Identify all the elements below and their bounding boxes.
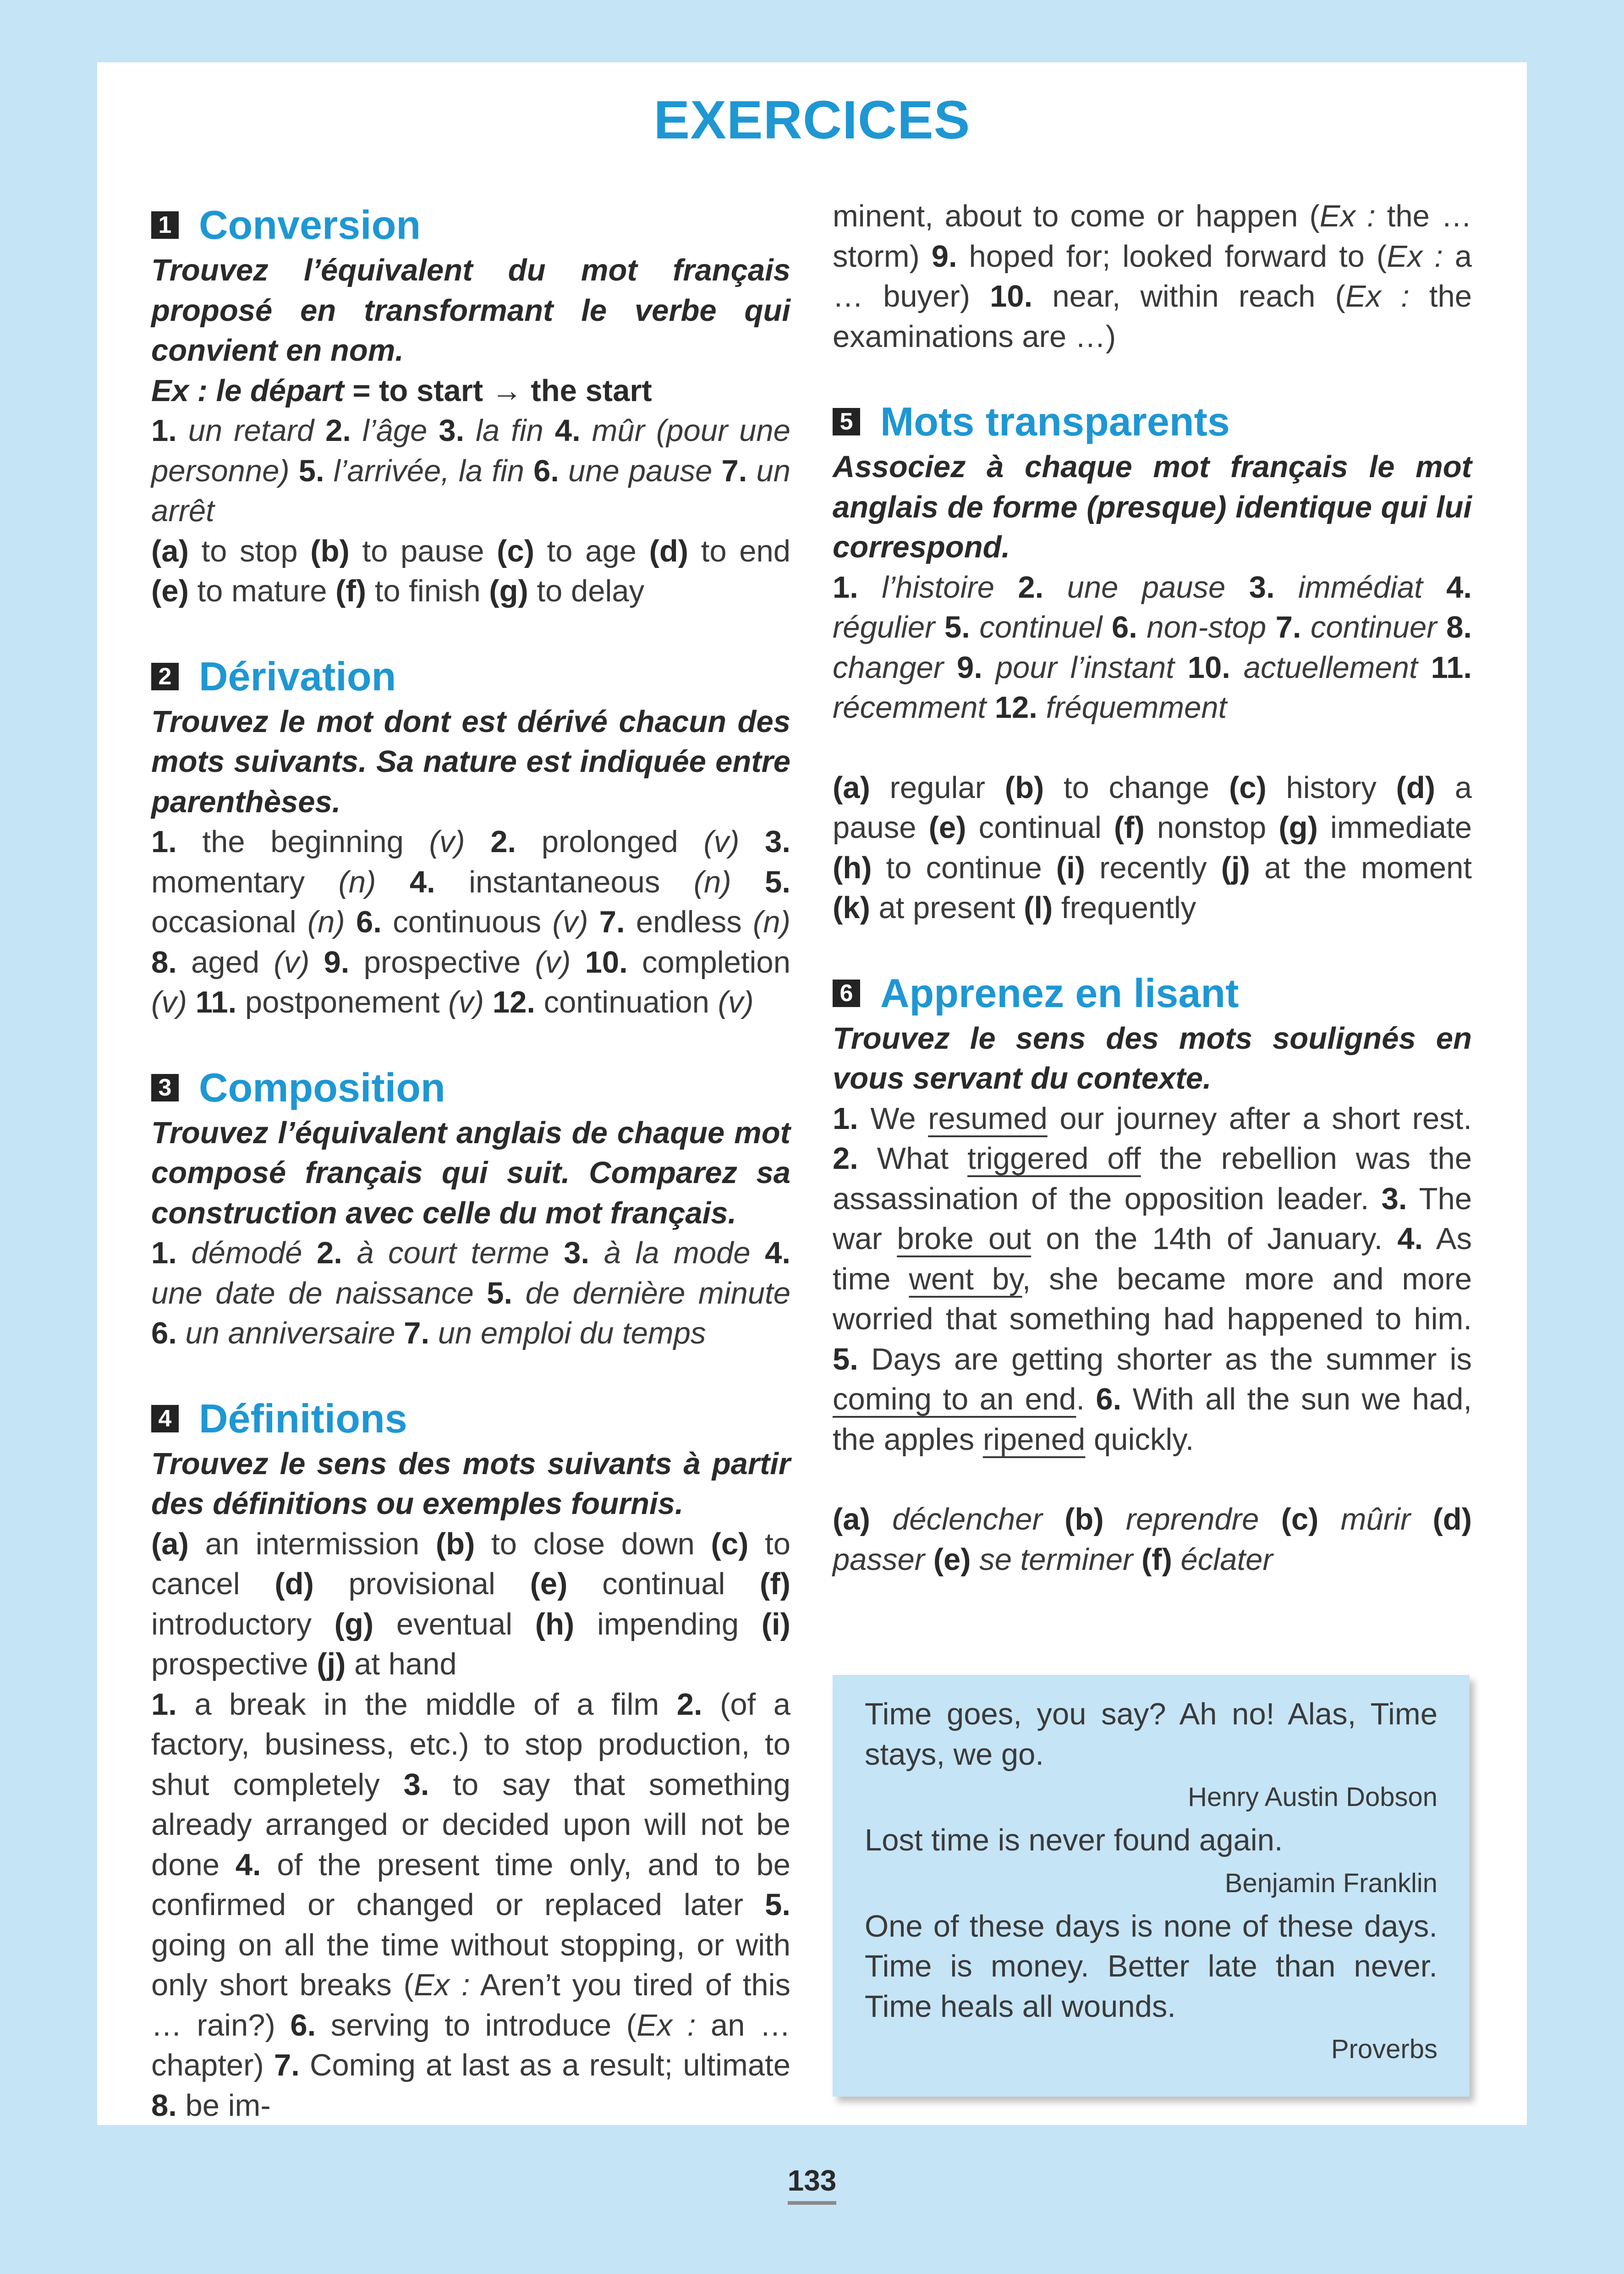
item-number: 11.	[195, 985, 237, 1019]
option-text: to mature	[197, 574, 327, 608]
sentence-text: As time	[833, 1222, 1472, 1296]
item-text: actuellement	[1243, 650, 1418, 685]
option-key: (l)	[1024, 891, 1053, 925]
item-number: 6.	[1112, 610, 1137, 644]
item-text: continuer	[1310, 610, 1437, 644]
item-text: prolonged	[541, 825, 678, 859]
item-pos: (v)	[448, 985, 484, 1019]
sentence-text: What	[877, 1141, 968, 1176]
exercise-heading	[151, 200, 790, 250]
item-number: 8.	[151, 2088, 177, 2123]
option-text: an intermission	[205, 1526, 420, 1561]
exercise-number: 3	[151, 1074, 179, 1101]
sentence-text: With all the sun we had, the apples	[833, 1382, 1472, 1457]
item-pos: (v)	[429, 825, 465, 859]
exercise-1	[151, 200, 790, 611]
item-number: 9.	[957, 650, 982, 685]
exercise-6	[833, 968, 1472, 1580]
quote-text: Lost time is never found again.	[865, 1823, 1283, 1857]
option-key: (d)	[274, 1567, 314, 1601]
exercise-3	[151, 1063, 790, 1354]
definition-continuation	[833, 196, 1472, 357]
example-line	[151, 371, 790, 411]
option-key: (e)	[530, 1567, 568, 1601]
definition-text: serving to introduce (	[330, 2008, 637, 2043]
item-number: 8.	[151, 945, 177, 980]
definition-text: hoped for; looked forward to (	[969, 239, 1387, 274]
definition-text: a break in the middle of a film	[194, 1687, 659, 1722]
option-key: (g)	[1278, 810, 1318, 845]
item-pos: (v)	[151, 985, 187, 1019]
item-text: completion	[642, 945, 790, 980]
item-text: un emploi du temps	[438, 1316, 706, 1350]
item-number: 1.	[151, 1236, 177, 1270]
exercise-instruction: Trouvez le sens des mots soulignés en vous servant du contexte.	[833, 1021, 1472, 1096]
exercise-instruction: Trouvez l’équivalent anglais de chaque mot composé français qui suit. Comparez sa construction avec celle du mot français.	[151, 1115, 790, 1230]
item-number: 4.	[409, 864, 435, 899]
quote-author: Henry Austin Dobson	[1188, 1782, 1437, 1812]
exercise-2	[151, 651, 790, 1023]
item-number: 3.	[403, 1767, 429, 1802]
exercise-instruction: Trouvez le mot dont est dérivé chacun des mots suivants. Sa nature est indiquée entre parenthèses.	[151, 704, 790, 819]
item-number: 3.	[1381, 1181, 1407, 1216]
item-text: immédiat	[1298, 570, 1423, 605]
item-text: une pause	[568, 453, 713, 488]
exercise-title: Conversion	[199, 202, 421, 248]
option-key: (g)	[334, 1607, 374, 1641]
item-number: 6.	[1096, 1382, 1122, 1416]
sentence-text: quickly.	[1085, 1422, 1194, 1457]
underlined-word: triggered off	[967, 1141, 1141, 1176]
item-number: 9.	[324, 945, 350, 980]
option-key: (f)	[760, 1567, 790, 1601]
word-list	[833, 567, 1472, 728]
definition-text: (of a factory, business, etc.) to stop production, to shut completely	[151, 1687, 790, 1802]
definition-list	[151, 1685, 790, 2126]
item-text: un retard	[188, 413, 314, 448]
option-text: at present	[878, 891, 1015, 925]
item-number: 3.	[564, 1236, 590, 1270]
item-number: 12.	[492, 985, 535, 1019]
option-key: (d)	[1432, 1502, 1472, 1536]
word-list	[151, 822, 790, 1023]
item-number: 5.	[487, 1276, 513, 1310]
item-pos: (v)	[703, 825, 740, 859]
definition-text: Aren’t you tired of this … rain?)	[151, 1968, 790, 2043]
example-marker: Ex :	[1387, 239, 1443, 274]
option-key: (f)	[335, 574, 367, 608]
item-text: de dernière minute	[525, 1276, 790, 1310]
item-pos: (n)	[693, 864, 731, 899]
option-key: (a)	[833, 1502, 870, 1536]
sentence-text: The war	[833, 1181, 1472, 1256]
item-number: 4.	[1446, 570, 1472, 605]
item-number: 2.	[1018, 570, 1044, 605]
quote-box	[833, 1675, 1470, 2097]
left-column	[151, 200, 790, 2165]
underlined-word: resumed	[928, 1101, 1048, 1136]
underlined-word: broke out	[897, 1222, 1031, 1256]
exercise-number: 2	[151, 663, 179, 690]
option-key: (h)	[833, 850, 872, 885]
option-key: (c)	[711, 1526, 749, 1561]
option-text: passer	[833, 1542, 925, 1577]
item-number: 4.	[765, 1236, 790, 1270]
quote-content	[865, 1694, 1437, 2072]
item-text: aged	[191, 945, 260, 980]
exercise-heading	[833, 968, 1472, 1019]
option-text: provisional	[348, 1567, 495, 1601]
item-number: 5.	[765, 864, 790, 899]
option-text: eventual	[396, 1607, 513, 1641]
item-text: un anniversaire	[185, 1316, 395, 1350]
option-key: (f)	[1114, 810, 1145, 845]
item-number: 2.	[316, 1236, 342, 1270]
item-text: continuel	[979, 610, 1103, 644]
item-number: 1.	[151, 1687, 177, 1722]
option-key: (b)	[310, 534, 350, 568]
option-key: (i)	[761, 1607, 790, 1641]
item-pos: (v)	[535, 945, 571, 980]
item-text: à la mode	[604, 1236, 751, 1270]
item-number: 4.	[554, 413, 581, 448]
exercise-heading	[151, 651, 790, 702]
item-number: 4.	[1397, 1222, 1423, 1256]
option-text: recently	[1099, 850, 1207, 885]
quote-author: Benjamin Franklin	[1224, 1868, 1437, 1898]
item-text: à court terme	[357, 1236, 549, 1270]
option-text: immediate	[1330, 810, 1472, 845]
underlined-word: went by	[909, 1261, 1022, 1296]
item-number: 4.	[235, 1847, 261, 1882]
option-text: frequently	[1061, 891, 1196, 925]
item-text: une date de naissance	[151, 1276, 474, 1310]
item-text: endless	[636, 905, 742, 939]
option-list	[151, 1524, 790, 1685]
item-number: 6.	[151, 1316, 177, 1350]
option-list	[833, 1499, 1472, 1580]
exercise-title: Définitions	[199, 1395, 407, 1441]
item-number: 7.	[1275, 610, 1301, 644]
option-text: to end	[701, 534, 791, 568]
option-key: (k)	[833, 891, 870, 925]
item-number: 2.	[490, 825, 516, 859]
option-key: (e)	[151, 574, 189, 608]
option-key: (j)	[317, 1647, 346, 1681]
item-number: 6.	[290, 2008, 316, 2043]
item-text: momentary	[151, 864, 305, 899]
option-key: (f)	[1141, 1542, 1172, 1577]
exercise-5	[833, 396, 1472, 928]
option-key: (b)	[1064, 1502, 1104, 1536]
exercise-heading	[833, 396, 1472, 447]
item-text: régulier	[833, 610, 935, 644]
exercise-instruction: Trouvez le sens des mots suivants à partir des définitions ou exemples fournis.	[151, 1446, 790, 1521]
option-text: continual	[602, 1567, 725, 1601]
definition-text: going on all the time without stopping, or with only short breaks (	[151, 1927, 790, 2002]
option-list	[833, 768, 1472, 928]
item-number: 3.	[765, 825, 790, 859]
option-key: (c)	[1281, 1502, 1319, 1536]
underlined-word: coming to an end	[833, 1382, 1076, 1416]
item-number: 5.	[833, 1342, 858, 1377]
item-number: 5.	[944, 610, 970, 644]
definition-text: an … chapter)	[151, 2008, 790, 2082]
item-number: 10.	[585, 945, 628, 980]
item-text: continuation	[543, 985, 709, 1019]
definition-text: near, within reach (	[1052, 279, 1345, 314]
option-list	[151, 531, 790, 611]
option-key: (c)	[1229, 770, 1267, 805]
sentence-text: our journey after a short rest.	[1047, 1101, 1472, 1136]
item-number: 5.	[765, 1888, 791, 1922]
definition-text: of the present time only, and to be confirmed or changed or replaced later	[151, 1847, 791, 1922]
option-text: to age	[547, 534, 636, 568]
item-number: 1.	[833, 1101, 858, 1136]
example-equals: = to start	[344, 373, 492, 408]
item-number: 11.	[1431, 650, 1472, 685]
definition-text: the examinations are …)	[833, 279, 1472, 354]
option-text: history	[1286, 770, 1377, 805]
sentence-text: on the 14th of January.	[1031, 1222, 1383, 1256]
exercise-instruction: Associez à chaque mot français le mot anglais de forme (presque) identique qui lui correspond.	[833, 450, 1472, 564]
quote-author: Proverbs	[1331, 2034, 1437, 2064]
option-text: to change	[1063, 770, 1210, 805]
item-number: 2.	[833, 1141, 858, 1176]
item-text: occasional	[151, 905, 296, 939]
option-text: mûrir	[1340, 1502, 1411, 1536]
page	[97, 62, 1527, 2125]
item-text: l’âge	[362, 413, 428, 448]
option-text: prospective	[151, 1647, 308, 1681]
item-text: postponement	[245, 985, 440, 1019]
sentence-text: We	[870, 1101, 928, 1136]
option-key: (i)	[1056, 850, 1086, 885]
sentence-text: the rebellion was the assassination of the opposition leader.	[833, 1141, 1472, 1216]
sentence-text: , she became more and more worried that something had happened to him.	[833, 1261, 1472, 1336]
example-result: the start	[522, 373, 652, 408]
example-marker: Ex :	[1345, 279, 1410, 314]
item-number: 9.	[931, 239, 957, 274]
option-text: regular	[889, 770, 986, 805]
option-key: (a)	[151, 1526, 189, 1561]
quote-text: One of these days is none of these days. Time is money. Better late than never. Time heals all wounds.	[865, 1909, 1437, 2024]
definition-text: to say that something already arranged or decided upon will not be done	[151, 1767, 790, 1882]
underlined-word: ripened	[982, 1422, 1086, 1457]
item-number: 7.	[404, 1316, 430, 1350]
exercise-4	[151, 1393, 790, 2126]
definition-text: the … storm)	[833, 199, 1472, 274]
item-text: mûr (pour une personne)	[151, 413, 790, 488]
exercise-title: Composition	[199, 1064, 445, 1110]
item-pos: (v)	[718, 985, 754, 1019]
page-number-text: 133	[788, 2164, 837, 2205]
option-key: (d)	[1396, 770, 1436, 805]
exercise-instruction: Trouvez l’équivalent du mot français proposé en transformant le verbe qui convient en nom.	[151, 253, 790, 368]
exercise-number: 6	[833, 980, 860, 1007]
item-text: changer	[833, 650, 944, 685]
item-number: 10.	[1187, 650, 1230, 685]
option-text: to continue	[886, 850, 1042, 885]
option-text: reprendre	[1125, 1502, 1259, 1536]
option-text: nonstop	[1157, 810, 1267, 845]
option-text: impending	[597, 1607, 739, 1641]
arrow-icon: →	[491, 373, 522, 408]
right-column	[833, 196, 1472, 1619]
item-text: prospective	[363, 945, 521, 980]
option-text: continual	[978, 810, 1102, 845]
option-key: (a)	[833, 770, 870, 805]
item-text: une pause	[1067, 570, 1226, 605]
sentence-list	[833, 1099, 1472, 1460]
option-text: se terminer	[979, 1542, 1133, 1577]
item-text: un arrêt	[151, 453, 791, 528]
sentence-text: .	[1076, 1382, 1085, 1416]
exercise-number: 1	[151, 211, 179, 239]
item-number: 5.	[298, 453, 324, 488]
option-key: (a)	[151, 534, 189, 568]
item-pos: (v)	[274, 945, 310, 980]
option-key: (e)	[928, 810, 966, 845]
item-number: 2.	[676, 1687, 702, 1722]
sentence-text: Days are getting shorter as the summer is	[871, 1342, 1472, 1377]
option-text: introductory	[151, 1607, 312, 1641]
item-number: 7.	[721, 453, 747, 488]
item-number: 3.	[439, 413, 465, 448]
exercise-heading	[151, 1063, 790, 1113]
exercise-number: 4	[151, 1405, 179, 1432]
item-number: 12.	[994, 690, 1037, 725]
item-number: 1.	[833, 570, 858, 605]
item-text: fréquemment	[1046, 690, 1227, 725]
item-pos: (v)	[552, 905, 588, 939]
quote-text: Time goes, you say? Ah no! Alas, Time stays, we go.	[865, 1697, 1437, 1772]
option-text: éclater	[1180, 1542, 1273, 1577]
item-pos: (n)	[338, 864, 376, 899]
definition-text: minent, about to come or happen (	[833, 199, 1320, 233]
item-text: la fin	[476, 413, 543, 448]
option-key: (j)	[1221, 850, 1250, 885]
exercise-title: Apprenez en lisant	[880, 970, 1239, 1016]
option-key: (b)	[1004, 770, 1044, 805]
option-key: (b)	[435, 1526, 475, 1561]
item-text: the beginning	[202, 825, 404, 859]
exercise-heading	[151, 1393, 790, 1444]
option-text: at hand	[354, 1647, 457, 1681]
option-text: to close down	[491, 1526, 695, 1561]
page-title: EXERCICES	[653, 90, 971, 150]
example-marker: Ex :	[413, 1968, 470, 2002]
definition-text: Coming at last as a result; ultimate	[310, 2048, 790, 2082]
item-number: 1.	[151, 413, 177, 448]
definition-text: a … buyer)	[833, 239, 1472, 314]
item-text: instantaneous	[469, 864, 660, 899]
item-pos: (n)	[753, 905, 790, 939]
item-number: 6.	[356, 905, 382, 939]
item-text: non-stop	[1147, 610, 1267, 644]
item-text: l’arrivée, la fin	[333, 453, 524, 488]
item-text: pour l’instant	[995, 650, 1174, 685]
item-number: 1.	[151, 825, 177, 859]
item-text: démodé	[191, 1236, 302, 1270]
word-list	[151, 411, 790, 531]
item-pos: (n)	[307, 905, 345, 939]
option-key: (g)	[489, 574, 528, 608]
example-marker: Ex :	[1319, 199, 1376, 233]
option-text: a pause	[833, 770, 1472, 845]
item-text: l’histoire	[882, 570, 995, 605]
item-number: 6.	[533, 453, 559, 488]
option-text: to finish	[374, 574, 481, 608]
item-number: 10.	[990, 279, 1033, 314]
definition-text: be im-	[185, 2088, 271, 2123]
option-text: déclencher	[892, 1502, 1042, 1536]
option-text: to pause	[362, 534, 484, 568]
example-marker: Ex :	[636, 2008, 696, 2043]
option-key: (h)	[535, 1607, 575, 1641]
option-key: (e)	[933, 1542, 971, 1577]
item-number: 8.	[1446, 610, 1472, 644]
option-text: to stop	[201, 534, 298, 568]
option-text: to delay	[537, 574, 645, 608]
item-number: 7.	[599, 905, 625, 939]
item-number: 2.	[325, 413, 351, 448]
exercise-number: 5	[833, 408, 860, 435]
option-text: to cancel	[151, 1526, 790, 1601]
option-text: at the moment	[1264, 850, 1472, 885]
exercise-title: Dérivation	[199, 653, 396, 699]
item-text: continuous	[393, 905, 542, 939]
item-text: récemment	[833, 690, 987, 725]
item-number: 7.	[274, 2048, 300, 2082]
page-number	[0, 2164, 1624, 2205]
option-key: (c)	[497, 534, 535, 568]
item-number: 3.	[1249, 570, 1275, 605]
option-key: (d)	[649, 534, 689, 568]
word-list	[151, 1233, 790, 1354]
example-french: Ex : le départ	[151, 373, 344, 408]
exercise-title: Mots transparents	[880, 399, 1230, 444]
